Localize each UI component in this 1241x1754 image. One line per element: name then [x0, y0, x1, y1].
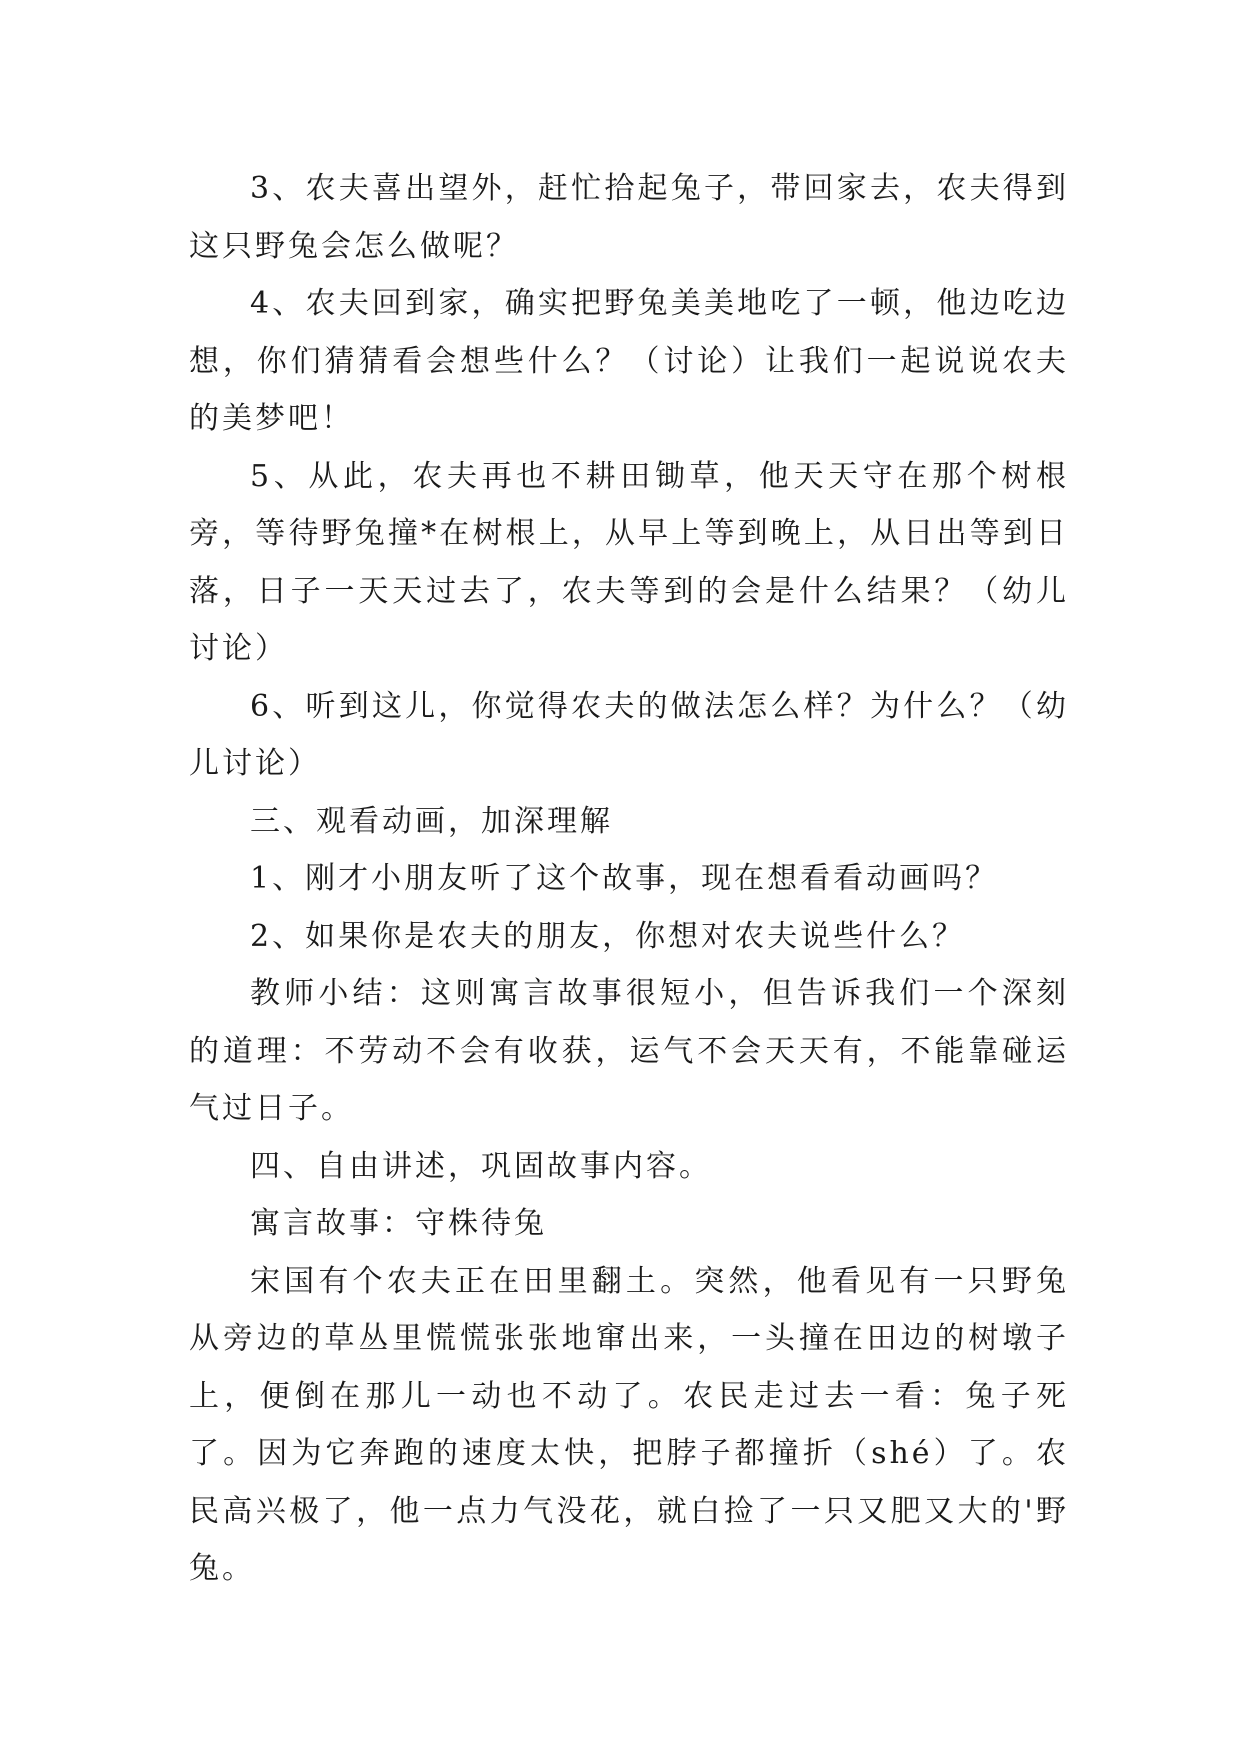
- document-page: [189, 160, 1069, 1598]
- paragraph-step-6: 6、听到这儿，你觉得农夫的做法怎么样？为什么？（幼儿讨论）: [189, 688, 1069, 781]
- story-title: 寓言故事：守株待兔: [250, 1206, 547, 1241]
- story-body: 宋国有个农夫正在田里翻土。突然，他看见有一只野兔从旁边的草丛里慌慌张张地窜出来，一头撞在田边的树墩子上，便倒在那儿一动也不动了。农民走过去一看：兔子死了。因为它奔跑的速度太快，把脖子都撞折（shé）了。农民高兴极了，他一点力气没花，就白捡了一只又肥又大的'野兔。: [189, 1263, 1069, 1586]
- paragraph-step-3: 3、农夫喜出望外，赶忙拾起兔子，带回家去，农夫得到这只野兔会怎么做呢？: [189, 171, 1069, 264]
- paragraph-step-4: 4、农夫回到家，确实把野兔美美地吃了一顿，他边吃边想，你们猜猜看会想些什么？（讨论）让我们一起说说农夫的美梦吧！: [189, 286, 1069, 436]
- paragraph-item-2: 2、如果你是农夫的朋友，你想对农夫说些什么？: [250, 918, 966, 954]
- section-heading-4: 四、自由讲述，巩固故事内容。: [250, 1148, 712, 1184]
- paragraph-item-1: 1、刚才小朋友听了这个故事，现在想看看动画吗？: [250, 861, 999, 896]
- section-heading-3: 三、观看动画，加深理解: [250, 803, 613, 839]
- teacher-summary: 教师小结：这则寓言故事很短小，但告诉我们一个深刻的道理：不劳动不会有收获，运气不会天天有，不能靠碰运气过日子。: [189, 976, 1069, 1126]
- paragraph-step-5: 5、从此，农夫再也不耕田锄草，他天天守在那个树根旁，等待野兔撞*在树根上，从早上等到晚上，从日出等到日落，日子一天天过去了，农夫等到的会是什么结果？（幼儿讨论）: [189, 458, 1069, 666]
